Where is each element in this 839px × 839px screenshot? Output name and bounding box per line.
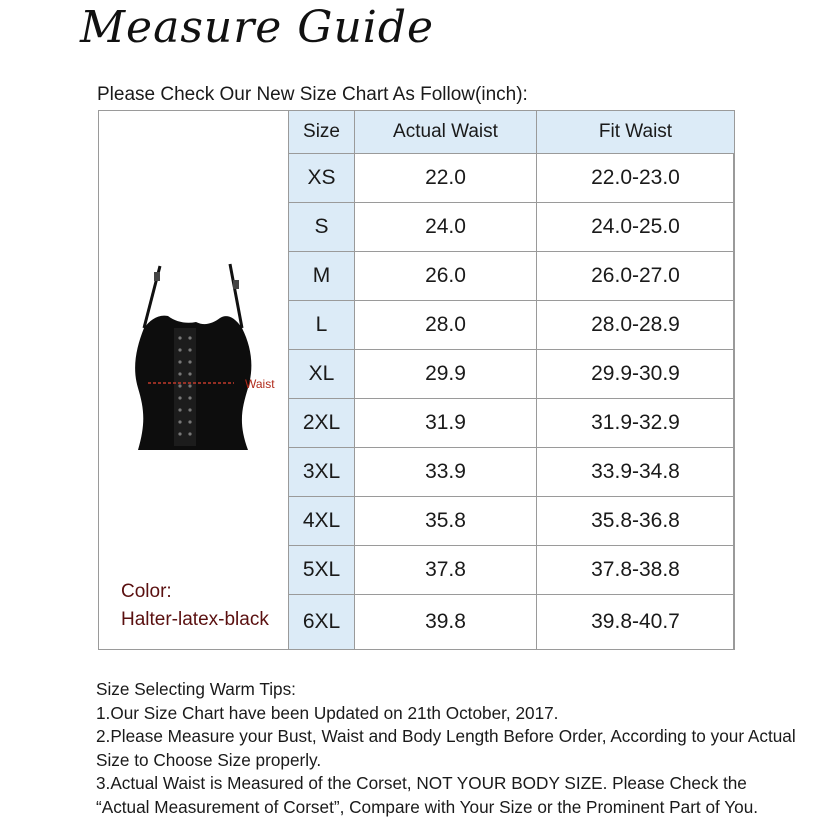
table-row <box>289 350 735 399</box>
size-cell: 3XL <box>289 448 355 497</box>
header-fit-waist: Fit Waist <box>537 111 735 154</box>
tip-item: 2.Please Measure your Bust, Waist and Body Length Before Order, According to your Actual Size to Choose Size properly. <box>96 726 796 770</box>
warm-tips <box>96 678 796 820</box>
table-row <box>289 203 735 252</box>
actual-waist-cell: 24.0 <box>355 203 537 252</box>
color-value: Halter-latex-black <box>121 609 269 630</box>
table-row <box>289 546 735 595</box>
chart-subtitle: Please Check Our New Size Chart As Follow(inch): <box>97 84 528 105</box>
size-cell: 2XL <box>289 399 355 448</box>
size-cell: 6XL <box>289 595 355 650</box>
color-heading: Color: <box>121 581 172 602</box>
size-cell: M <box>289 252 355 301</box>
size-cell: 5XL <box>289 546 355 595</box>
fit-waist-cell: 35.8-36.8 <box>537 497 735 546</box>
tip-item: 1.Our Size Chart have been Updated on 21th October, 2017. <box>96 702 559 723</box>
strap-buckle-right <box>233 280 239 289</box>
actual-waist-cell: 28.0 <box>355 301 537 350</box>
page-title: Measure Guide <box>80 2 435 53</box>
actual-waist-cell: 33.9 <box>355 448 537 497</box>
table-row <box>289 252 735 301</box>
corset-vest-image <box>130 258 260 458</box>
strap-buckle-left <box>154 272 160 281</box>
actual-waist-cell: 37.8 <box>355 546 537 595</box>
fit-waist-cell: 26.0-27.0 <box>537 252 735 301</box>
actual-waist-cell: 26.0 <box>355 252 537 301</box>
table-row <box>289 301 735 350</box>
table-row <box>289 154 735 203</box>
size-cell: XL <box>289 350 355 399</box>
fit-waist-cell: 37.8-38.8 <box>537 546 735 595</box>
size-cell: 4XL <box>289 497 355 546</box>
tip-item: 3.Actual Waist is Measured of the Corset, NOT YOUR BODY SIZE. Please Check the “Actual Measurement of Corset”, Compare with Your Size or the Prominent Part of You. <box>96 773 759 817</box>
header-size: Size <box>289 111 355 154</box>
actual-waist-cell: 29.9 <box>355 350 537 399</box>
fit-waist-cell: 28.0-28.9 <box>537 301 735 350</box>
table-row <box>289 448 735 497</box>
fit-waist-cell: 22.0-23.0 <box>537 154 735 203</box>
header-actual-waist: Actual Waist <box>355 111 537 154</box>
size-cell: L <box>289 301 355 350</box>
fit-waist-cell: 24.0-25.0 <box>537 203 735 252</box>
waist-marker-label: Waist <box>245 377 275 391</box>
color-label <box>121 578 269 634</box>
size-table <box>288 110 735 650</box>
size-cell: S <box>289 203 355 252</box>
table-row <box>289 595 735 650</box>
actual-waist-cell: 39.8 <box>355 595 537 650</box>
hook-column <box>174 328 196 446</box>
size-cell: XS <box>289 154 355 203</box>
fit-waist-cell: 31.9-32.9 <box>537 399 735 448</box>
table-row <box>289 497 735 546</box>
actual-waist-cell: 31.9 <box>355 399 537 448</box>
table-header-row <box>289 111 735 154</box>
tips-heading: Size Selecting Warm Tips: <box>96 679 296 699</box>
actual-waist-cell: 35.8 <box>355 497 537 546</box>
actual-waist-cell: 22.0 <box>355 154 537 203</box>
table-row <box>289 399 735 448</box>
fit-waist-cell: 33.9-34.8 <box>537 448 735 497</box>
fit-waist-cell: 29.9-30.9 <box>537 350 735 399</box>
fit-waist-cell: 39.8-40.7 <box>537 595 735 650</box>
